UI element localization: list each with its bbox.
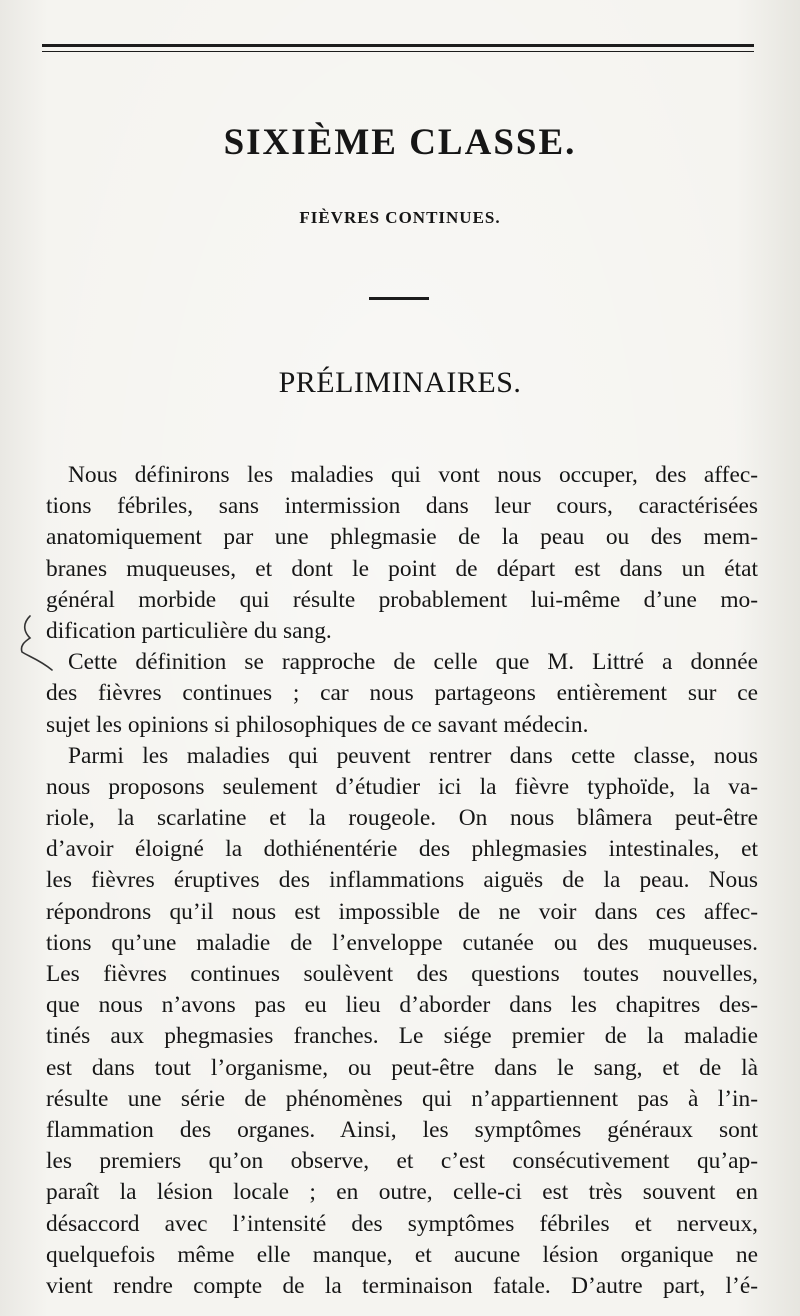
chapter-subtitle: FIÈVRES CONTINUES. <box>299 208 501 227</box>
pencil-margin-mark-icon <box>12 612 72 672</box>
text-line: riole, la scarlatine et la rougeole. On nous blâmera peut-être <box>46 805 758 832</box>
top-rule-thick <box>42 44 754 47</box>
text-line: Cette définition se rapproche de celle que M. Littré a donnée <box>68 649 758 676</box>
text-line: général morbide qui résulte probablement lui-même d’une mo- <box>46 586 758 613</box>
text-line: paraît la lésion locale ; en outre, celle-ci est très souvent en <box>46 1179 758 1206</box>
class-title: SIXIÈME CLASSE. <box>223 122 577 163</box>
text-line: résulte une série de phénomènes qui n’appartiennent pas à l’in- <box>46 1085 758 1112</box>
text-line: quelquefois même elle manque, et aucune lésion organique ne <box>46 1241 758 1268</box>
text-line: Les fièvres continues soulèvent des questions toutes nouvelles, <box>46 961 758 987</box>
text-line: tions qu’une maladie de l’enveloppe cutanée ou des muqueuses. <box>46 929 758 956</box>
text-line: les premiers qu’on observe, et c’est consécutivement qu’ap- <box>46 1148 758 1175</box>
text-line: nous proposons seulement d’étudier ici la fièvre typhoïde, la va- <box>46 773 758 800</box>
text-line: Parmi les maladies qui peuvent rentrer dans cette classe, nous <box>68 742 758 769</box>
text-line: dification particulière du sang. <box>46 617 332 644</box>
body-text <box>46 460 758 1302</box>
text-line: branes muqueuses, et dont le point de départ est dans un état <box>46 555 758 582</box>
text-line: sujet les opinions si philosophiques de ce savant médecin. <box>46 711 589 738</box>
section-title: PRÉLIMINAIRES. <box>278 366 522 399</box>
text-line: d’avoir éloigné la dothiénentérie des phlegmasies intestinales, et <box>46 836 758 863</box>
text-line: flammation des organes. Ainsi, les symptômes généraux sont <box>46 1116 758 1143</box>
text-line: est dans tout l’organisme, ou peut-être dans le sang, et de là <box>46 1054 758 1081</box>
text-line: vient rendre compte de la terminaison fatale. D’autre part, l’é- <box>46 1272 758 1299</box>
text-line: répondrons qu’il nous est impossible de ne voir dans ces affec- <box>46 898 758 925</box>
text-line: tions fébriles, sans intermission dans leur cours, caractérisées <box>46 493 758 520</box>
text-line: tinés aux phegmasies franches. Le siége premier de la maladie <box>46 1023 758 1050</box>
text-line: désaccord avec l’intensité des symptômes fébriles et nerveux, <box>46 1210 758 1237</box>
text-line: que nous n’avons pas eu lieu d’aborder dans les chapitres des- <box>46 992 758 1019</box>
section-divider-dash <box>369 297 429 300</box>
bleed-through-header <box>170 0 500 12</box>
text-line: anatomiquement par une phlegmasie de la peau ou des mem- <box>46 524 758 551</box>
top-rule-thin <box>42 51 754 52</box>
text-line: Nous définirons les maladies qui vont nous occuper, des affec- <box>68 462 758 488</box>
text-line: des fièvres continues ; car nous partageons entièrement sur ce <box>46 680 758 707</box>
text-line: les fièvres éruptives des inflammations aiguës de la peau. Nous <box>46 867 758 894</box>
